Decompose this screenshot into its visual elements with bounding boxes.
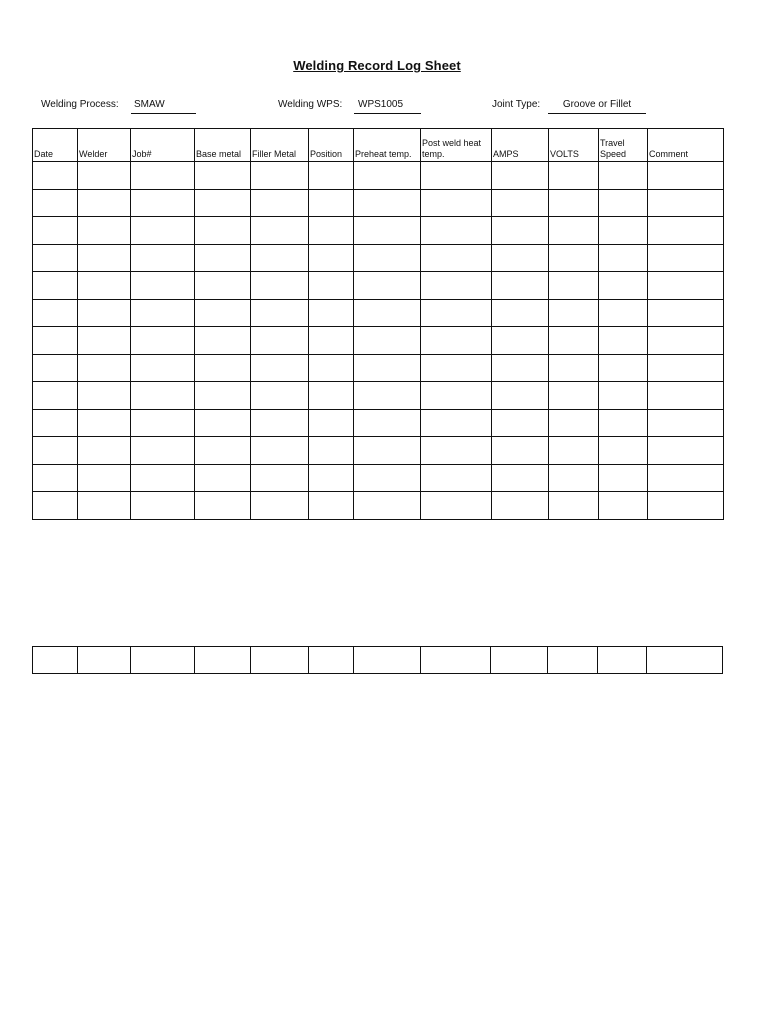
table-cell[interactable] xyxy=(131,217,195,245)
column-header-date: Date xyxy=(33,129,78,162)
table-cell[interactable] xyxy=(354,327,421,355)
table-cell[interactable] xyxy=(549,437,599,465)
table-cell[interactable] xyxy=(421,327,492,355)
column-header-volts: VOLTS xyxy=(549,129,599,162)
table-cell[interactable] xyxy=(195,299,251,327)
table-cell[interactable] xyxy=(492,464,549,492)
table-cell[interactable] xyxy=(131,327,195,355)
table-cell[interactable] xyxy=(33,217,78,245)
welding-process-field[interactable]: SMAW xyxy=(131,99,196,114)
table-cell[interactable] xyxy=(648,189,724,217)
summary-table xyxy=(32,646,723,674)
summary-row xyxy=(33,647,723,674)
table-row xyxy=(33,437,724,465)
welding-wps-label: Welding WPS: xyxy=(278,99,343,110)
table-cell[interactable] xyxy=(195,244,251,272)
table-cell[interactable] xyxy=(195,217,251,245)
table-cell[interactable] xyxy=(195,409,251,437)
table-cell[interactable] xyxy=(33,189,78,217)
table-cell[interactable] xyxy=(492,272,549,300)
table-cell[interactable] xyxy=(33,299,78,327)
table-cell[interactable] xyxy=(549,327,599,355)
table-cell[interactable] xyxy=(648,464,724,492)
table-cell[interactable] xyxy=(78,162,131,190)
column-header-post-weld-heat-temp: Post weld heat temp. xyxy=(421,129,492,162)
table-cell[interactable] xyxy=(421,354,492,382)
table-cell[interactable] xyxy=(354,647,421,674)
table-cell[interactable] xyxy=(548,647,598,674)
table-cell[interactable] xyxy=(251,189,309,217)
table-cell[interactable] xyxy=(648,299,724,327)
table-cell[interactable] xyxy=(549,492,599,520)
table-cell[interactable] xyxy=(309,647,354,674)
table-cell[interactable] xyxy=(421,464,492,492)
table-cell[interactable] xyxy=(131,189,195,217)
table-cell[interactable] xyxy=(251,299,309,327)
table-cell[interactable] xyxy=(421,217,492,245)
table-cell[interactable] xyxy=(648,327,724,355)
table-cell[interactable] xyxy=(131,299,195,327)
table-row xyxy=(33,354,724,382)
table-cell[interactable] xyxy=(421,189,492,217)
table-cell[interactable] xyxy=(492,217,549,245)
table-cell[interactable] xyxy=(549,382,599,410)
table-cell[interactable] xyxy=(354,464,421,492)
table-cell[interactable] xyxy=(492,354,549,382)
table-cell[interactable] xyxy=(78,244,131,272)
table-cell[interactable] xyxy=(599,382,648,410)
table-cell[interactable] xyxy=(421,299,492,327)
table-cell[interactable] xyxy=(354,299,421,327)
table-cell[interactable] xyxy=(648,244,724,272)
table-cell[interactable] xyxy=(354,492,421,520)
table-cell[interactable] xyxy=(549,244,599,272)
table-cell[interactable] xyxy=(78,272,131,300)
table-cell[interactable] xyxy=(309,492,354,520)
table-cell[interactable] xyxy=(195,354,251,382)
table-cell[interactable] xyxy=(354,244,421,272)
table-cell[interactable] xyxy=(421,382,492,410)
table-cell[interactable] xyxy=(599,272,648,300)
table-cell[interactable] xyxy=(549,162,599,190)
table-cell[interactable] xyxy=(599,437,648,465)
table-cell[interactable] xyxy=(78,354,131,382)
column-header-travel-speed: Travel Speed xyxy=(599,129,648,162)
table-cell[interactable] xyxy=(309,327,354,355)
table-row xyxy=(33,244,724,272)
table-cell[interactable] xyxy=(195,327,251,355)
table-cell[interactable] xyxy=(599,327,648,355)
table-cell[interactable] xyxy=(492,327,549,355)
table-cell[interactable] xyxy=(492,492,549,520)
table-cell[interactable] xyxy=(131,492,195,520)
table-cell[interactable] xyxy=(251,162,309,190)
log-entries xyxy=(33,162,724,520)
table-cell[interactable] xyxy=(492,162,549,190)
table-cell[interactable] xyxy=(78,382,131,410)
table-cell[interactable] xyxy=(599,217,648,245)
table-cell[interactable] xyxy=(599,354,648,382)
sheet-title: Welding Record Log Sheet xyxy=(293,58,461,73)
table-cell[interactable] xyxy=(33,354,78,382)
table-cell[interactable] xyxy=(251,409,309,437)
table-cell[interactable] xyxy=(421,492,492,520)
summary-row-group xyxy=(33,647,723,674)
table-cell[interactable] xyxy=(648,437,724,465)
welding-log-table xyxy=(32,128,724,520)
welding-process-label: Welding Process: xyxy=(41,99,119,110)
table-cell[interactable] xyxy=(251,382,309,410)
table-row xyxy=(33,492,724,520)
table-cell[interactable] xyxy=(599,492,648,520)
table-cell[interactable] xyxy=(195,492,251,520)
column-header-preheat-temp: Preheat temp. xyxy=(354,129,421,162)
joint-type-label: Joint Type: xyxy=(492,99,541,110)
table-cell[interactable] xyxy=(354,409,421,437)
table-cell[interactable] xyxy=(33,244,78,272)
table-row xyxy=(33,382,724,410)
table-cell[interactable] xyxy=(78,437,131,465)
table-cell[interactable] xyxy=(78,189,131,217)
table-cell[interactable] xyxy=(33,327,78,355)
table-cell[interactable] xyxy=(421,162,492,190)
table-cell[interactable] xyxy=(195,272,251,300)
table-cell[interactable] xyxy=(354,217,421,245)
table-cell[interactable] xyxy=(131,382,195,410)
table-row xyxy=(33,409,724,437)
column-header-welder: Welder xyxy=(78,129,131,162)
table-cell[interactable] xyxy=(599,409,648,437)
table-cell[interactable] xyxy=(251,272,309,300)
table-cell[interactable] xyxy=(421,409,492,437)
table-cell[interactable] xyxy=(354,382,421,410)
table-cell[interactable] xyxy=(309,382,354,410)
table-cell[interactable] xyxy=(78,647,131,674)
table-cell[interactable] xyxy=(421,244,492,272)
table-cell[interactable] xyxy=(309,354,354,382)
table-cell[interactable] xyxy=(354,272,421,300)
table-cell[interactable] xyxy=(131,244,195,272)
column-header-job: Job# xyxy=(131,129,195,162)
table-cell[interactable] xyxy=(599,162,648,190)
table-cell[interactable] xyxy=(354,189,421,217)
table-cell[interactable] xyxy=(131,409,195,437)
table-cell[interactable] xyxy=(648,162,724,190)
table-cell[interactable] xyxy=(309,437,354,465)
table-cell[interactable] xyxy=(599,299,648,327)
table-cell[interactable] xyxy=(648,382,724,410)
table-cell[interactable] xyxy=(549,217,599,245)
table-cell[interactable] xyxy=(195,647,251,674)
welding-wps-field[interactable]: WPS1005 xyxy=(354,99,421,114)
table-cell[interactable] xyxy=(599,464,648,492)
column-header-base-metal: Base metal xyxy=(195,129,251,162)
table-cell[interactable] xyxy=(131,647,195,674)
table-cell[interactable] xyxy=(33,272,78,300)
table-cell[interactable] xyxy=(492,382,549,410)
table-cell[interactable] xyxy=(309,244,354,272)
table-cell[interactable] xyxy=(492,437,549,465)
table-cell[interactable] xyxy=(421,272,492,300)
table-row xyxy=(33,464,724,492)
table-cell[interactable] xyxy=(309,299,354,327)
table-cell[interactable] xyxy=(33,437,78,465)
table-cell[interactable] xyxy=(492,299,549,327)
table-row xyxy=(33,299,724,327)
table-cell[interactable] xyxy=(78,492,131,520)
table-cell[interactable] xyxy=(421,647,491,674)
table-cell[interactable] xyxy=(648,354,724,382)
table-cell[interactable] xyxy=(491,647,548,674)
table-cell[interactable] xyxy=(354,437,421,465)
table-cell[interactable] xyxy=(648,409,724,437)
table-cell[interactable] xyxy=(195,382,251,410)
table-cell[interactable] xyxy=(598,647,647,674)
table-cell[interactable] xyxy=(251,647,309,674)
table-cell[interactable] xyxy=(251,354,309,382)
table-cell[interactable] xyxy=(131,464,195,492)
joint-type-field[interactable]: Groove or Fillet xyxy=(548,99,646,114)
table-cell[interactable] xyxy=(492,189,549,217)
table-cell[interactable] xyxy=(78,299,131,327)
table-cell[interactable] xyxy=(251,437,309,465)
table-cell[interactable] xyxy=(195,162,251,190)
table-cell[interactable] xyxy=(78,409,131,437)
table-cell[interactable] xyxy=(309,272,354,300)
table-cell[interactable] xyxy=(549,464,599,492)
table-cell[interactable] xyxy=(354,162,421,190)
table-cell[interactable] xyxy=(492,409,549,437)
header-row xyxy=(33,129,724,162)
table-cell[interactable] xyxy=(309,409,354,437)
table-row xyxy=(33,217,724,245)
table-cell[interactable] xyxy=(78,327,131,355)
table-cell[interactable] xyxy=(131,272,195,300)
table-cell[interactable] xyxy=(195,189,251,217)
table-cell[interactable] xyxy=(648,217,724,245)
table-cell[interactable] xyxy=(251,244,309,272)
table-cell[interactable] xyxy=(492,244,549,272)
table-cell[interactable] xyxy=(549,409,599,437)
table-cell[interactable] xyxy=(78,464,131,492)
table-cell[interactable] xyxy=(33,464,78,492)
table-cell[interactable] xyxy=(421,437,492,465)
table-cell[interactable] xyxy=(33,492,78,520)
table-cell[interactable] xyxy=(33,162,78,190)
table-cell[interactable] xyxy=(599,189,648,217)
table-cell[interactable] xyxy=(309,189,354,217)
column-header-amps: AMPS xyxy=(492,129,549,162)
table-cell[interactable] xyxy=(251,217,309,245)
table-cell[interactable] xyxy=(33,382,78,410)
table-cell[interactable] xyxy=(309,162,354,190)
table-cell[interactable] xyxy=(251,492,309,520)
table-cell[interactable] xyxy=(647,647,723,674)
table-cell[interactable] xyxy=(195,437,251,465)
column-header-position: Position xyxy=(309,129,354,162)
table-row xyxy=(33,189,724,217)
table-cell[interactable] xyxy=(251,327,309,355)
table-cell[interactable] xyxy=(309,217,354,245)
column-header-filler-metal: Filler Metal xyxy=(251,129,309,162)
table-row xyxy=(33,162,724,190)
column-header-comment: Comment xyxy=(648,129,724,162)
table-row xyxy=(33,327,724,355)
table-cell[interactable] xyxy=(33,647,78,674)
table-cell[interactable] xyxy=(648,272,724,300)
table-cell[interactable] xyxy=(131,162,195,190)
table-cell[interactable] xyxy=(195,464,251,492)
table-cell[interactable] xyxy=(599,244,648,272)
table-cell[interactable] xyxy=(354,354,421,382)
table-cell[interactable] xyxy=(549,189,599,217)
table-cell[interactable] xyxy=(78,217,131,245)
table-cell[interactable] xyxy=(549,272,599,300)
table-cell[interactable] xyxy=(648,492,724,520)
table-row xyxy=(33,272,724,300)
table-cell[interactable] xyxy=(131,354,195,382)
table-cell[interactable] xyxy=(33,409,78,437)
table-cell[interactable] xyxy=(549,354,599,382)
table-cell[interactable] xyxy=(549,299,599,327)
table-cell[interactable] xyxy=(131,437,195,465)
table-cell[interactable] xyxy=(251,464,309,492)
table-cell[interactable] xyxy=(309,464,354,492)
